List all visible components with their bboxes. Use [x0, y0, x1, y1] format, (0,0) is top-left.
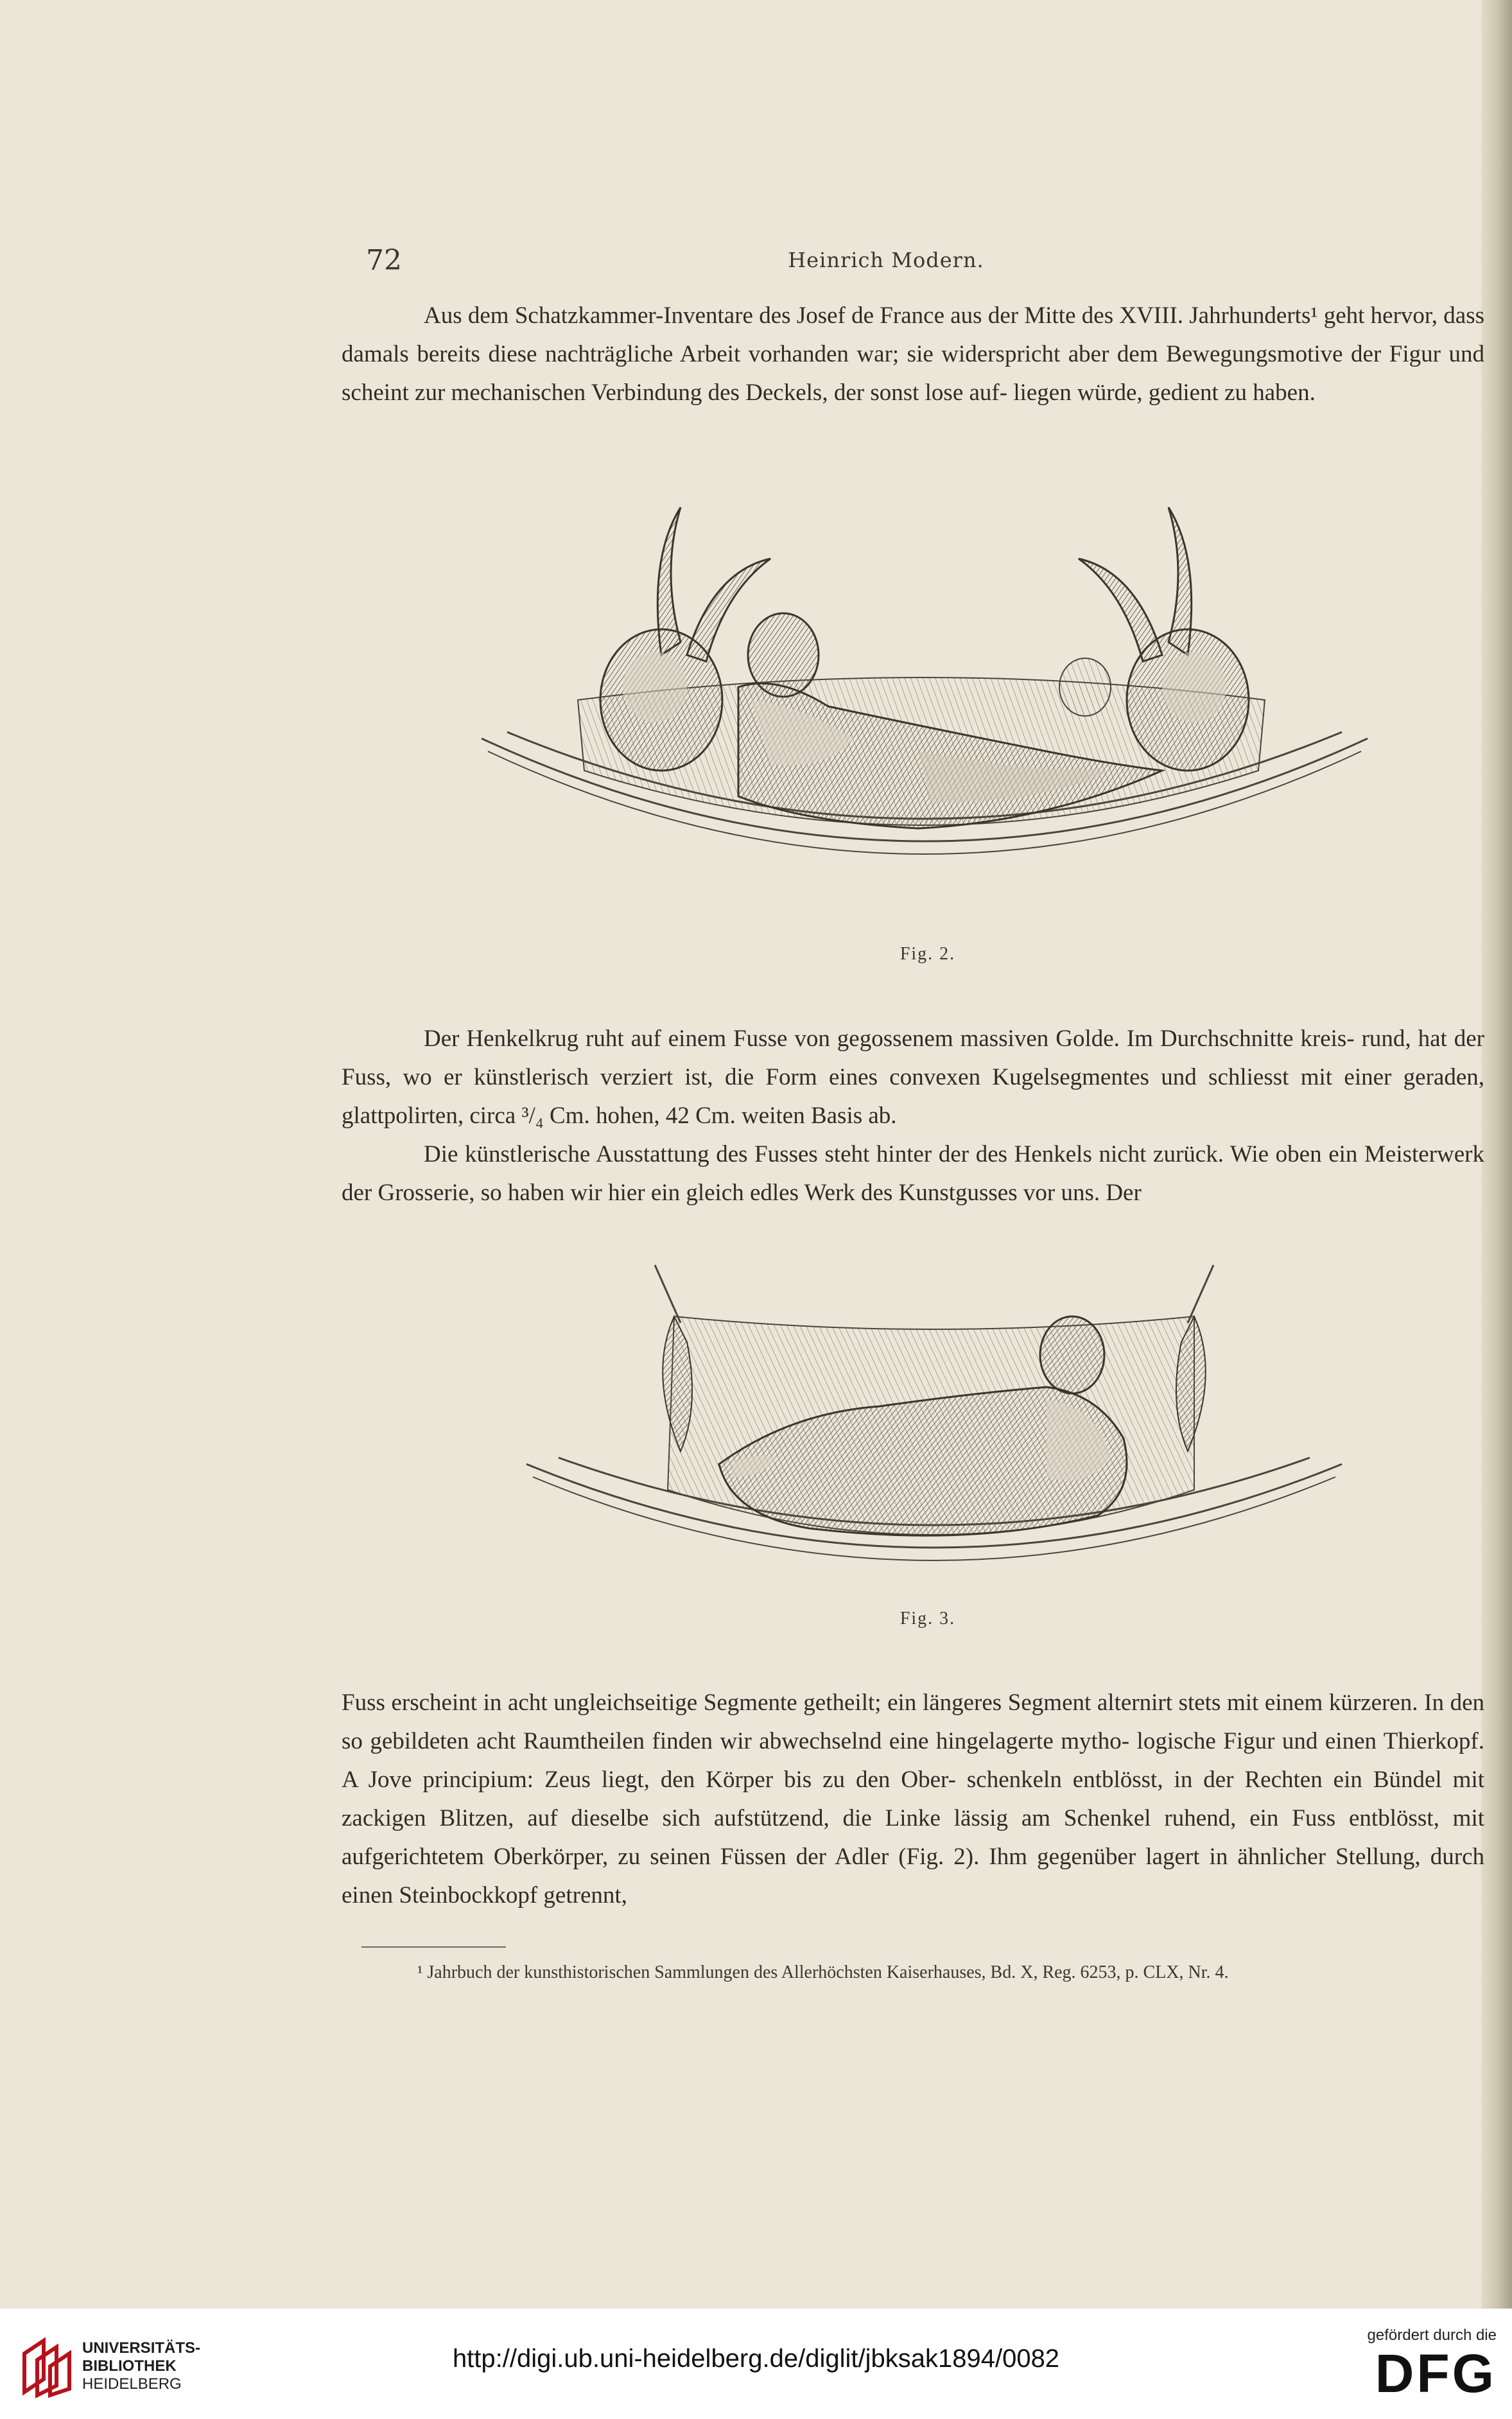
running-head: Heinrich Modern.: [788, 248, 984, 272]
page-number: 72: [366, 244, 402, 277]
paragraph-1: Aus dem Schatzkammer-Inventare des Josef de France aus der Mitte des XVIII. Jahrhunderts¹ geht hervor, dass damals bereits diese nachträgliche Arbeit vorhanden war; sie widerspricht aber dem Bewegungsmotive der Figur und scheint zur mechanischen Verbindung des Deckels, der sonst lose auf- liegen würde, gedient zu haben.: [342, 302, 1484, 406]
paragraph-2: Der Henkelkrug ruht auf einem Fusse von gegossenem massiven Golde. Im Durchschnitte kreis- rund, hat der Fuss, wo er künstlerisch verziert ist, die Form eines convexen Kugelsegmentes und schliesst mit einer geraden, glattpolirten, circa ³/₄ Cm. hohen, 42 Cm. weiten Basis ab.: [342, 1026, 1484, 1129]
footnote: ¹ Jahrbuch der kunsthistorischen Sammlungen des Allerhöchsten Kaiserhauses, Bd. X, Reg. 6253, p. CLX, Nr. 4.: [417, 1962, 1229, 1982]
library-name-line-2: BIBLIOTHEK: [82, 2357, 177, 2375]
paragraph-3: Die künstlerische Ausstattung des Fusses steht hinter der des Henkels nicht zurück. Wie oben ein Meisterwerk der Grosserie, so haben wir hier ein gleich edles Werk des Kunstgusses vor uns. Der: [342, 1141, 1484, 1206]
funding-credit: [1343, 2327, 1497, 2402]
footnote-divider: [361, 1946, 506, 1948]
dfg-logo: DFG: [1375, 2343, 1497, 2404]
eagle: [1059, 658, 1111, 716]
library-name-line-1: UNIVERSITÄTS-: [82, 2339, 201, 2357]
figure-3-engraving: [520, 1246, 1348, 1605]
figure-2-caption: Fig. 2.: [899, 944, 956, 964]
figure-2-engraving: [469, 494, 1380, 944]
paragraph-group-middle: [342, 1020, 1484, 1212]
funding-label: gefördert durch die: [1367, 2327, 1497, 2344]
paragraph-group-bottom: [342, 1684, 1484, 1915]
page-header: [366, 244, 1406, 283]
paragraph-4: Fuss erscheint in acht ungleichseitige Segmente getheilt; ein längeres Segment alternirt stets mit einem kürzeren. In den so gebildeten acht Raumtheilen finden wir abwechselnd eine hingelagerte mytho- logische Figur und einen Thierkopf. A Jove principium: Zeus liegt, den Körper bis zu den Ober- schenkeln entblösst, in der Rechten ein Bündel mit zackigen Blitzen, auf dieselbe sich aufstützend, die Linke lässig am Schenkel ruhend, ein Fuss entblösst, mit aufgerichtetem Oberkörper, zu seinen Füssen der Adler (Fig. 2). Ihm gegenüber lagert in ähnlicher Stellung, durch einen Steinbockkopf getrennt,: [342, 1690, 1484, 1908]
figure-3-caption: Fig. 3.: [899, 1609, 956, 1629]
digitization-footer: [0, 2309, 1512, 2419]
paragraph-intro: [342, 297, 1484, 412]
permalink-url[interactable]: http://digi.ub.uni-heidelberg.de/diglit/jbksak1894/0082: [452, 2345, 1060, 2373]
book-spine-shadow: [1481, 0, 1512, 2309]
library-name-line-3: HEIDELBERG: [82, 2375, 182, 2393]
